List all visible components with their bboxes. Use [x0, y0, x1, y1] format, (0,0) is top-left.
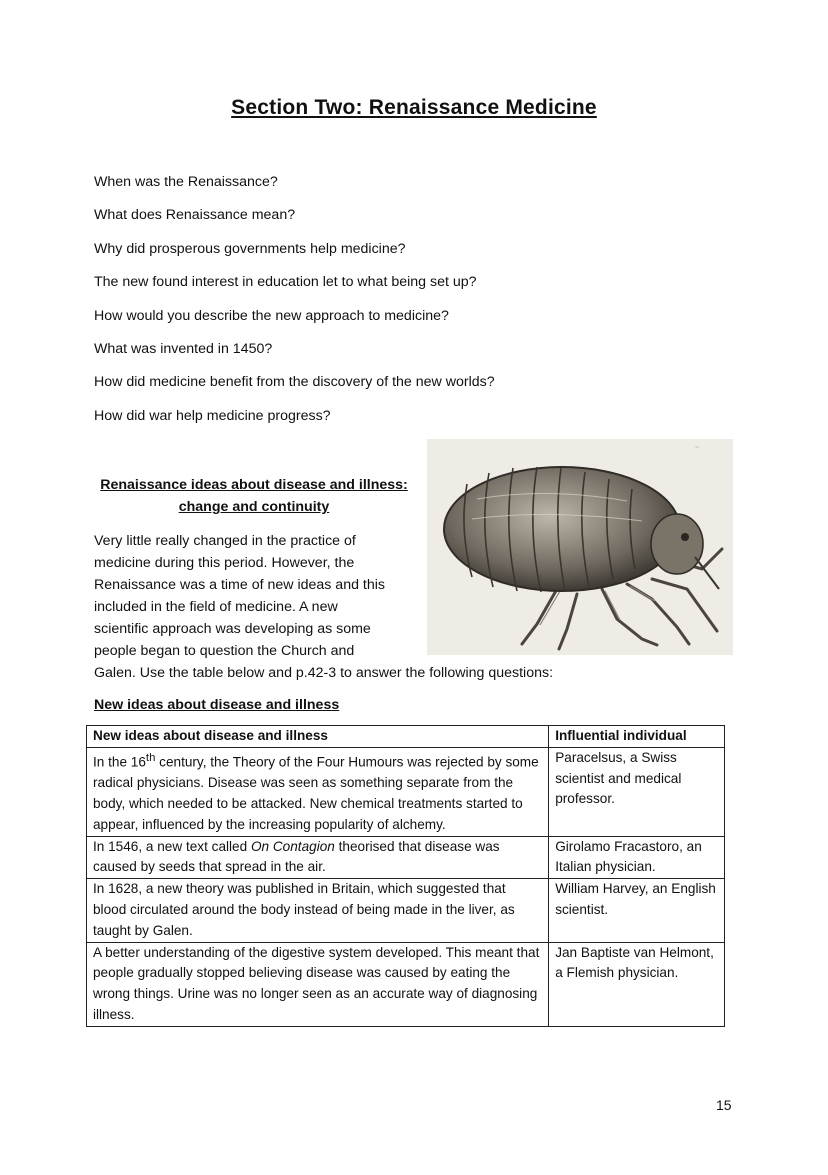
- question: How did medicine benefit from the discovery of the new worlds?: [94, 374, 495, 391]
- individual-cell: Girolamo Fracastoro, an Italian physician.: [549, 836, 725, 879]
- idea-text: century, the Theory of the Four Humours was rejected by some radical physicians. Disease was seen as something separate from the body, which needed to be attacked. New chemical treatments started to appear, influenced by the increasing popularity of alchemy.: [93, 754, 539, 832]
- question: How would you describe the new approach to medicine?: [94, 307, 449, 324]
- table-header-row: [87, 726, 725, 748]
- table-row: [87, 942, 725, 1026]
- ideas-heading-line: Renaissance ideas about disease and illness:: [100, 477, 408, 493]
- table-row: [87, 836, 725, 879]
- intro-paragraph: [94, 530, 594, 684]
- column-header: New ideas about disease and illness: [87, 726, 549, 748]
- question: Why did prosperous governments help medicine?: [94, 240, 406, 257]
- idea-text: In the 16: [93, 754, 146, 770]
- question: The new found interest in education let to what being set up?: [94, 274, 477, 291]
- ideas-heading: [94, 474, 414, 518]
- question: How did war help medicine progress?: [94, 407, 331, 424]
- paragraph-line: Very little really changed in the practice of: [94, 533, 356, 549]
- idea-text: theorised that disease was caused by seeds that spread in the air.: [93, 838, 500, 875]
- individual-cell: Jan Baptiste van Helmont, a Flemish physician.: [549, 942, 725, 1026]
- column-header: Influential individual: [549, 726, 725, 748]
- paragraph-line: medicine during this period. However, the: [94, 555, 355, 571]
- paragraph-line: included in the field of medicine. A new: [94, 599, 338, 615]
- idea-cell: In 1628, a new theory was published in Britain, which suggested that blood circulated around the body instead of being made in the liver, as taught by Galen.: [87, 879, 549, 942]
- idea-cell: A better understanding of the digestive system developed. This meant that people gradually stopped believing disease was caused by eating the wrong things. Urine was no longer seen as an accurate way of diagnosing illness.: [87, 942, 549, 1026]
- ideas-heading-line: change and continuity: [178, 499, 330, 515]
- idea-cell: [87, 747, 549, 836]
- question: When was the Renaissance?: [94, 174, 278, 190]
- table-row: [87, 747, 725, 836]
- question: What does Renaissance mean?: [94, 207, 296, 224]
- individual-cell: William Harvey, an English scientist.: [549, 879, 725, 942]
- paragraph-line: people began to question the Church and: [94, 643, 355, 659]
- table-caption: New ideas about disease and illness: [94, 697, 340, 713]
- question-list: [94, 172, 495, 439]
- idea-cell: [87, 836, 549, 879]
- page-title: Section Two: Renaissance Medicine: [231, 96, 597, 119]
- idea-italic-title: On Contagion: [250, 838, 335, 854]
- ideas-table: [86, 725, 725, 1027]
- idea-superscript: th: [145, 751, 156, 764]
- paragraph-line: scientific approach was developing as some: [94, 621, 371, 637]
- page-number: 15: [716, 1097, 732, 1113]
- idea-text: In 1546, a new text called: [93, 838, 251, 854]
- paragraph-line: Renaissance was a time of new ideas and this: [94, 577, 386, 593]
- paragraph-line: Galen. Use the table below and p.42-3 to answer the following questions:: [94, 665, 554, 681]
- individual-cell: Paracelsus, a Swiss scientist and medical professor.: [549, 747, 725, 836]
- table-row: [87, 879, 725, 942]
- svg-text:~: ~: [695, 445, 700, 451]
- question: What was invented in 1450?: [94, 340, 273, 357]
